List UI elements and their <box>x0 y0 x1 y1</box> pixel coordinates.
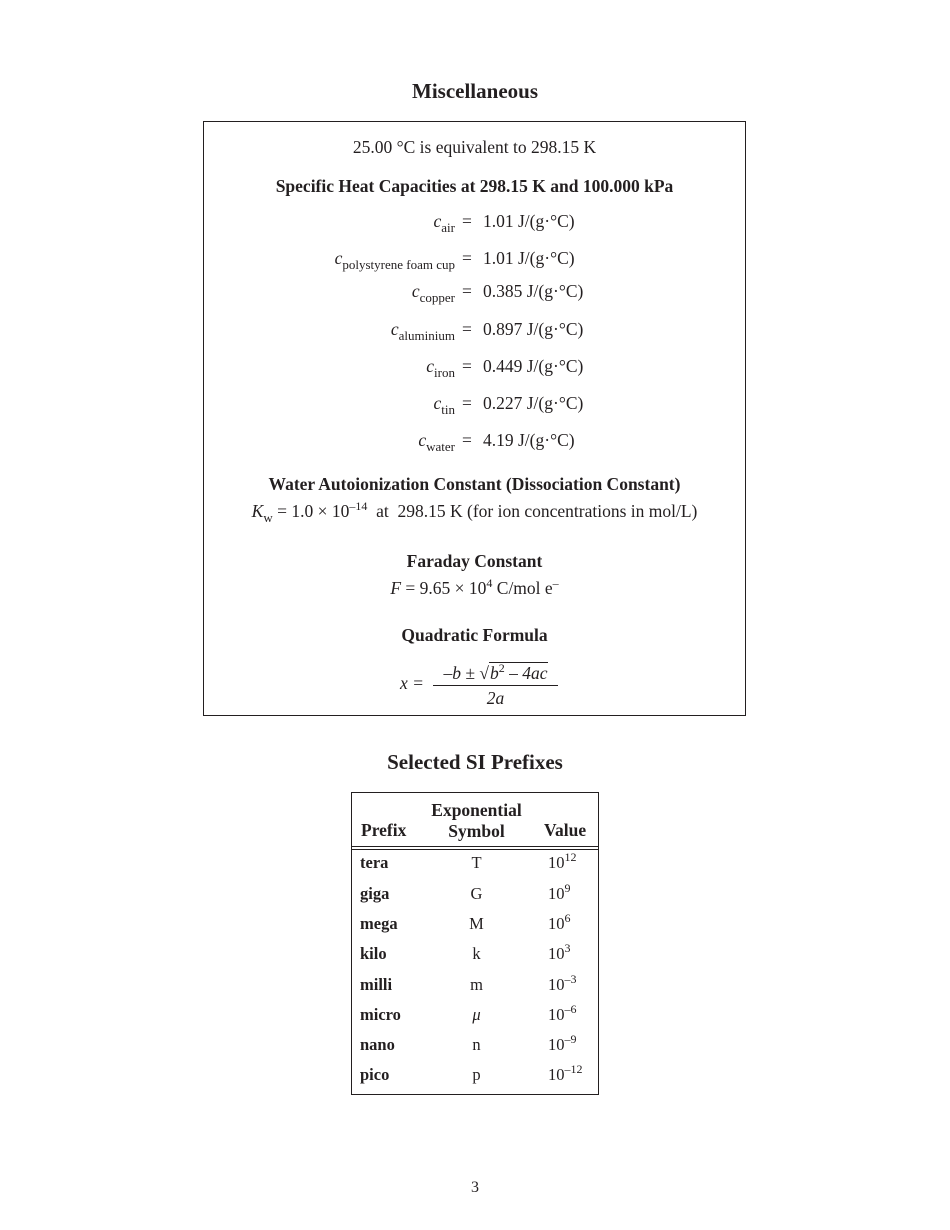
table-row: mega M $10^6$ <box>360 911 571 933</box>
heat-row-copper: $c_{copper}$ = 0.385 J/(g·°C) <box>411 281 584 305</box>
kw-heading: Water Autoionization Constant (Dissociation Constant) <box>268 474 681 494</box>
temperature-conversion: 25.00 °C is equivalent to 298.15 K <box>352 137 597 157</box>
table-row: kilo k $10^3$ <box>360 941 571 963</box>
heat-row-water: $c_{water}$ = 4.19 J/(g·°C) <box>418 430 575 454</box>
table-row: nano n $10^{-9}$ <box>360 1032 577 1054</box>
faraday-equation: $F = 9.65 \times 10^4$ C/mol e– <box>390 576 559 598</box>
heat-row-air: $c_{air}$ = 1.01 J/(g·°C) <box>433 211 575 235</box>
heat-row-polystyrene: $c_{polystyrene foam cup}$ = 1.01 J/(g·°C) <box>334 248 575 272</box>
quadratic-denominator: 2a <box>486 688 505 708</box>
header-rule <box>352 849 598 850</box>
heat-row-tin: $c_{tin}$ = 0.227 J/(g·°C) <box>433 393 584 417</box>
heat-row-iron: $c_{iron}$ = 0.449 J/(g·°C) <box>426 356 584 380</box>
fraction-bar <box>433 685 558 686</box>
table-row: pico p $10^{-12}$ <box>360 1062 583 1084</box>
heat-capacities-heading: Specific Heat Capacities at 298.15 K and 100.000 kPa <box>275 176 674 196</box>
quadratic-heading: Quadratic Formula <box>401 625 548 645</box>
si-table-header <box>352 793 598 849</box>
header-prefix: Prefix <box>361 820 407 840</box>
misc-box <box>203 121 746 716</box>
kw-equation: $K_w = 1.0 \times 10^{-14}$ at 298.15 K (for ion concentrations in mol/L) <box>251 499 698 525</box>
heat-row-aluminium: $c_{aluminium}$ = 0.897 J/(g·°C) <box>390 319 584 343</box>
radical-sign: √ <box>479 663 489 683</box>
misc-title: Miscellaneous <box>412 79 538 103</box>
table-row: micro μ $10^{-6}$ <box>360 1002 577 1024</box>
quadratic-formula: x = $-b \pm √b^2 - 4ac$ 2a <box>400 660 570 710</box>
quadratic-numerator: $-b \pm √b^2 - 4ac$ <box>443 661 548 683</box>
si-prefixes-title: Selected SI Prefixes <box>387 750 563 774</box>
header-value: Value <box>544 820 587 840</box>
si-prefixes-table <box>351 792 599 1095</box>
faraday-heading: Faraday Constant <box>406 551 543 571</box>
page-number: 3 <box>471 1179 479 1196</box>
header-rule <box>352 846 598 847</box>
header-exponential-symbol: Exponential Symbol <box>431 800 522 841</box>
table-row: tera T $10^{12}$ <box>360 850 577 872</box>
table-row: giga G $10^9$ <box>360 881 571 903</box>
table-row: milli m $10^{-3}$ <box>360 972 577 994</box>
